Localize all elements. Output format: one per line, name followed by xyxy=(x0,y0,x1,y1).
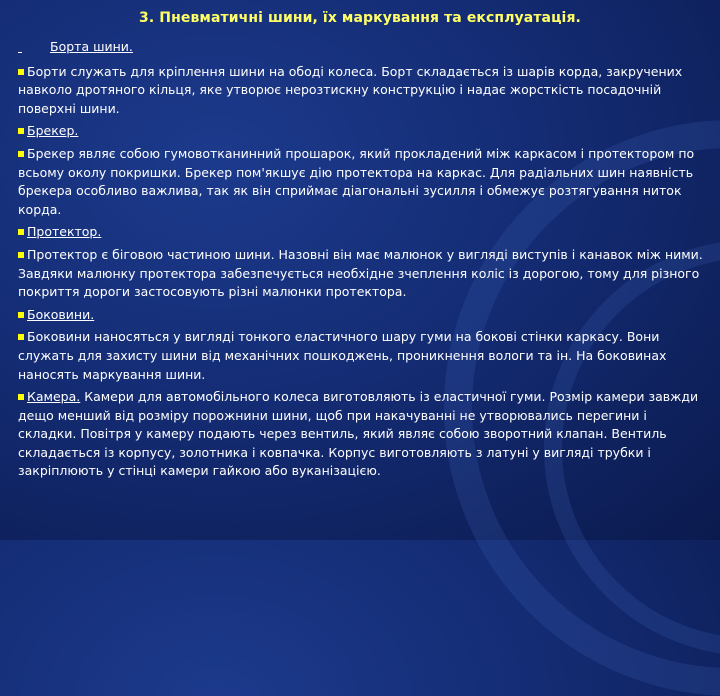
section-heading-bokovyny xyxy=(18,306,704,325)
bullet-icon xyxy=(18,69,24,75)
slide-title: 3. Пневматичні шини, їх маркування та експлуатація. xyxy=(139,10,581,26)
heading-protektor-label: Протектор. xyxy=(27,224,102,240)
section-heading-bort xyxy=(18,38,704,57)
paragraph-breker xyxy=(18,145,704,219)
section-heading-protektor xyxy=(18,223,704,242)
bullet-icon xyxy=(18,312,24,318)
paragraph-protektor xyxy=(18,246,704,302)
paragraph-bort xyxy=(18,63,704,119)
bullet-icon xyxy=(18,229,24,235)
paragraph-bokovyny-text: Боковини наносяться у вигляді тонкого еластичного шару гуми на бокові стінки каркасу. Вони служать для захисту шини від механічних пошкоджень, проникнення вологи та ін. На боковинах наносять маркування шини. xyxy=(18,329,667,382)
slide-content xyxy=(18,38,704,485)
bullet-icon xyxy=(18,394,24,400)
bullet-icon xyxy=(18,151,24,157)
heading-indent xyxy=(18,38,50,57)
section-heading-breker xyxy=(18,122,704,141)
paragraph-kamera-text: Камери для автомобільного колеса виготовляють із еластичної гуми. Розмір камери завжди дещо менший від розміру порожнини шини, щоб при накачуванні не утворювались перегини і складки. Повітря у камеру подають через вентиль, який являє собою зворотний клапан. Вентиль складається із корпусу, золотника і ковпачка. Корпус виготовляють з латуні у вигляді трубки і закріплюють у стінці камери гайкою або вуканізацією. xyxy=(18,389,699,479)
paragraph-bokovyny xyxy=(18,328,704,384)
paragraph-breker-text: Брекер являє собою гумовотканинний прошарок, який прокладений між каркасом і протектором по всьому околу покришки. Брекер пом'якшує дію протектора на каркас. Для радіальних шин наявність брекера особливо важлива, так як він сприймає діагональні зусилля і обмежує розтягування ниток корда. xyxy=(18,145,695,217)
bullet-icon xyxy=(18,128,24,134)
bullet-icon xyxy=(18,334,24,340)
heading-bokovyny-label: Боковини. xyxy=(27,306,95,322)
bullet-icon xyxy=(18,252,24,258)
paragraph-protektor-text: Протектор є біговою частиною шини. Назовні він має малюнок у вигляді виступів і канавок між ними. Завдяки малюнку протектора забезпечується необхідне зчеплення коліс із дорогою, тому для різного покриття дороги застосовують різні малюнки протектора. xyxy=(18,246,703,300)
paragraph-kamera xyxy=(18,388,704,481)
heading-breker-label: Брекер. xyxy=(27,123,79,139)
heading-bort-label: Борта шини. xyxy=(50,39,133,54)
paragraph-bort-text: Борти служать для кріплення шини на ободі колеса. Борт складається із шарів корда, закручених навколо дротяного кільця, яке утворює нерозтискну конструкцію і надає жорсткість посадочній поверхні шини. xyxy=(18,63,683,116)
heading-kamera-label: Камера. xyxy=(27,389,81,405)
